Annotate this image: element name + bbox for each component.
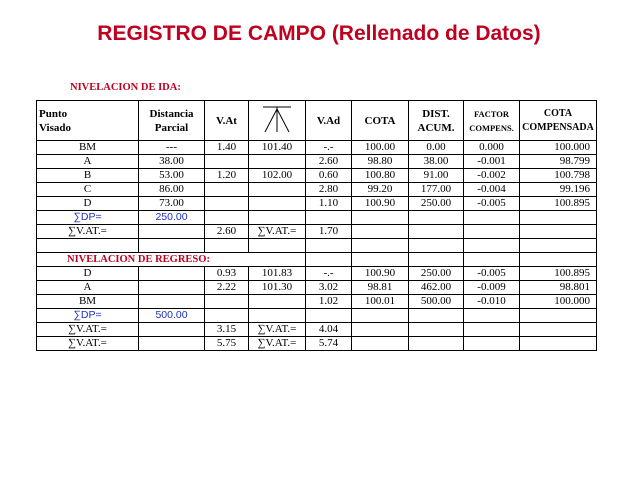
cell-cota: 99.20 — [352, 183, 409, 197]
sum-vat-label-2: ∑V.AT.= — [249, 323, 306, 337]
cell-acum: 500.00 — [409, 295, 464, 309]
cell-ai — [249, 155, 306, 169]
cell-dist — [139, 281, 205, 295]
sum-dp-row — [37, 211, 597, 225]
sum-dp-value: 250.00 — [139, 211, 205, 225]
table-row — [37, 281, 597, 295]
cell-vad: -.- — [306, 267, 352, 281]
regreso-label-row — [37, 253, 597, 267]
cell-punto: A — [37, 155, 139, 169]
sum-dp-label: ∑DP= — [37, 211, 139, 225]
section-label-ida: NIVELACION DE IDA: — [70, 82, 181, 93]
cell-factor: -0.002 — [464, 169, 520, 183]
cell-comp: 100.798 — [520, 169, 597, 183]
cell-vat: 1.20 — [205, 169, 249, 183]
cell-vat — [205, 155, 249, 169]
cell-comp: 100.895 — [520, 267, 597, 281]
sum-dp-row — [37, 309, 597, 323]
cell-acum: 177.00 — [409, 183, 464, 197]
cell-vad: 2.60 — [306, 155, 352, 169]
table-row — [37, 183, 597, 197]
sum-vat-value: 5.75 — [205, 337, 249, 351]
sum-vat-label-2: ∑V.AT.= — [249, 337, 306, 351]
cell-comp: 100.000 — [520, 295, 597, 309]
sum-vad-value: 4.04 — [306, 323, 352, 337]
header-dist-acum: DIST. ACUM. — [409, 101, 464, 141]
header-distancia-parcial: Distancia Parcial — [139, 101, 205, 141]
cell-vat: 2.22 — [205, 281, 249, 295]
cell-ai: 101.40 — [249, 141, 306, 155]
header-cota: COTA — [352, 101, 409, 141]
cell-dist: --- — [139, 141, 205, 155]
field-register-table — [36, 100, 597, 351]
table-row — [37, 267, 597, 281]
cell-acum: 462.00 — [409, 281, 464, 295]
cell-ai — [249, 183, 306, 197]
sum-vat-row — [37, 225, 597, 239]
cell-comp: 100.000 — [520, 141, 597, 155]
sum-vat-label: ∑V.AT.= — [37, 323, 139, 337]
sum-vat-row — [37, 337, 597, 351]
table-row — [37, 295, 597, 309]
cell-dist — [139, 267, 205, 281]
sum-dp-value: 500.00 — [139, 309, 205, 323]
header-cota-compensada: COTA COMPENSADA — [520, 101, 597, 141]
table-row — [37, 155, 597, 169]
header-instrument-height — [249, 101, 306, 141]
cell-factor: -0.009 — [464, 281, 520, 295]
header-punto-visado: Punto Visado — [37, 101, 139, 141]
cell-factor: -0.010 — [464, 295, 520, 309]
sum-vad-value: 5.74 — [306, 337, 352, 351]
cell-comp: 99.196 — [520, 183, 597, 197]
cell-cota: 98.81 — [352, 281, 409, 295]
cell-acum: 250.00 — [409, 197, 464, 211]
cell-punto: D — [37, 267, 139, 281]
cell-dist: 73.00 — [139, 197, 205, 211]
cell-factor: -0.004 — [464, 183, 520, 197]
cell-acum: 38.00 — [409, 155, 464, 169]
cell-vat — [205, 197, 249, 211]
header-vad: V.Ad — [306, 101, 352, 141]
sum-vat-row — [37, 323, 597, 337]
cell-punto: C — [37, 183, 139, 197]
cell-ai: 101.30 — [249, 281, 306, 295]
cell-cota: 100.90 — [352, 197, 409, 211]
header-vat: V.At — [205, 101, 249, 141]
cell-punto: BM — [37, 141, 139, 155]
cell-vat: 0.93 — [205, 267, 249, 281]
table-row — [37, 169, 597, 183]
cell-vad: 1.02 — [306, 295, 352, 309]
sum-vat-label-2: ∑V.AT.= — [249, 225, 306, 239]
cell-acum: 91.00 — [409, 169, 464, 183]
cell-cota: 100.90 — [352, 267, 409, 281]
cell-vat — [205, 183, 249, 197]
cell-ai: 102.00 — [249, 169, 306, 183]
spacer-row — [37, 239, 597, 253]
cell-dist: 38.00 — [139, 155, 205, 169]
cell-dist — [139, 295, 205, 309]
cell-comp: 100.895 — [520, 197, 597, 211]
cell-ai: 101.83 — [249, 267, 306, 281]
cell-comp: 98.801 — [520, 281, 597, 295]
cell-acum: 0.00 — [409, 141, 464, 155]
cell-punto: D — [37, 197, 139, 211]
cell-vad: 2.80 — [306, 183, 352, 197]
cell-vat — [205, 295, 249, 309]
cell-vad: 1.10 — [306, 197, 352, 211]
sum-vat-value: 3.15 — [205, 323, 249, 337]
cell-vad: -.- — [306, 141, 352, 155]
cell-factor: -0.005 — [464, 197, 520, 211]
sum-vad-value: 1.70 — [306, 225, 352, 239]
cell-factor: -0.005 — [464, 267, 520, 281]
cell-punto: A — [37, 281, 139, 295]
cell-dist: 86.00 — [139, 183, 205, 197]
table-row — [37, 141, 597, 155]
cell-ai — [249, 197, 306, 211]
cell-comp: 98.799 — [520, 155, 597, 169]
cell-factor: 0.000 — [464, 141, 520, 155]
sum-vat-label: ∑V.AT.= — [37, 337, 139, 351]
cell-factor: -0.001 — [464, 155, 520, 169]
table-row — [37, 197, 597, 211]
cell-vad: 3.02 — [306, 281, 352, 295]
cell-punto: B — [37, 169, 139, 183]
section-label-regreso: NIVELACION DE REGRESO: — [37, 253, 306, 267]
cell-cota: 98.80 — [352, 155, 409, 169]
page-title: REGISTRO DE CAMPO (Rellenado de Datos) — [97, 22, 541, 45]
level-instrument-icon — [257, 104, 297, 134]
cell-cota: 100.00 — [352, 141, 409, 155]
cell-cota: 100.80 — [352, 169, 409, 183]
cell-acum: 250.00 — [409, 267, 464, 281]
cell-vad: 0.60 — [306, 169, 352, 183]
sum-vat-label: ∑V.AT.= — [37, 225, 139, 239]
cell-dist: 53.00 — [139, 169, 205, 183]
sum-dp-label: ∑DP= — [37, 309, 139, 323]
header-factor-compens: FACTOR COMPENS. — [464, 101, 520, 141]
cell-punto: BM — [37, 295, 139, 309]
table-header-row — [37, 101, 597, 141]
cell-ai — [249, 295, 306, 309]
cell-vat: 1.40 — [205, 141, 249, 155]
sum-vat-value: 2.60 — [205, 225, 249, 239]
cell-cota: 100.01 — [352, 295, 409, 309]
